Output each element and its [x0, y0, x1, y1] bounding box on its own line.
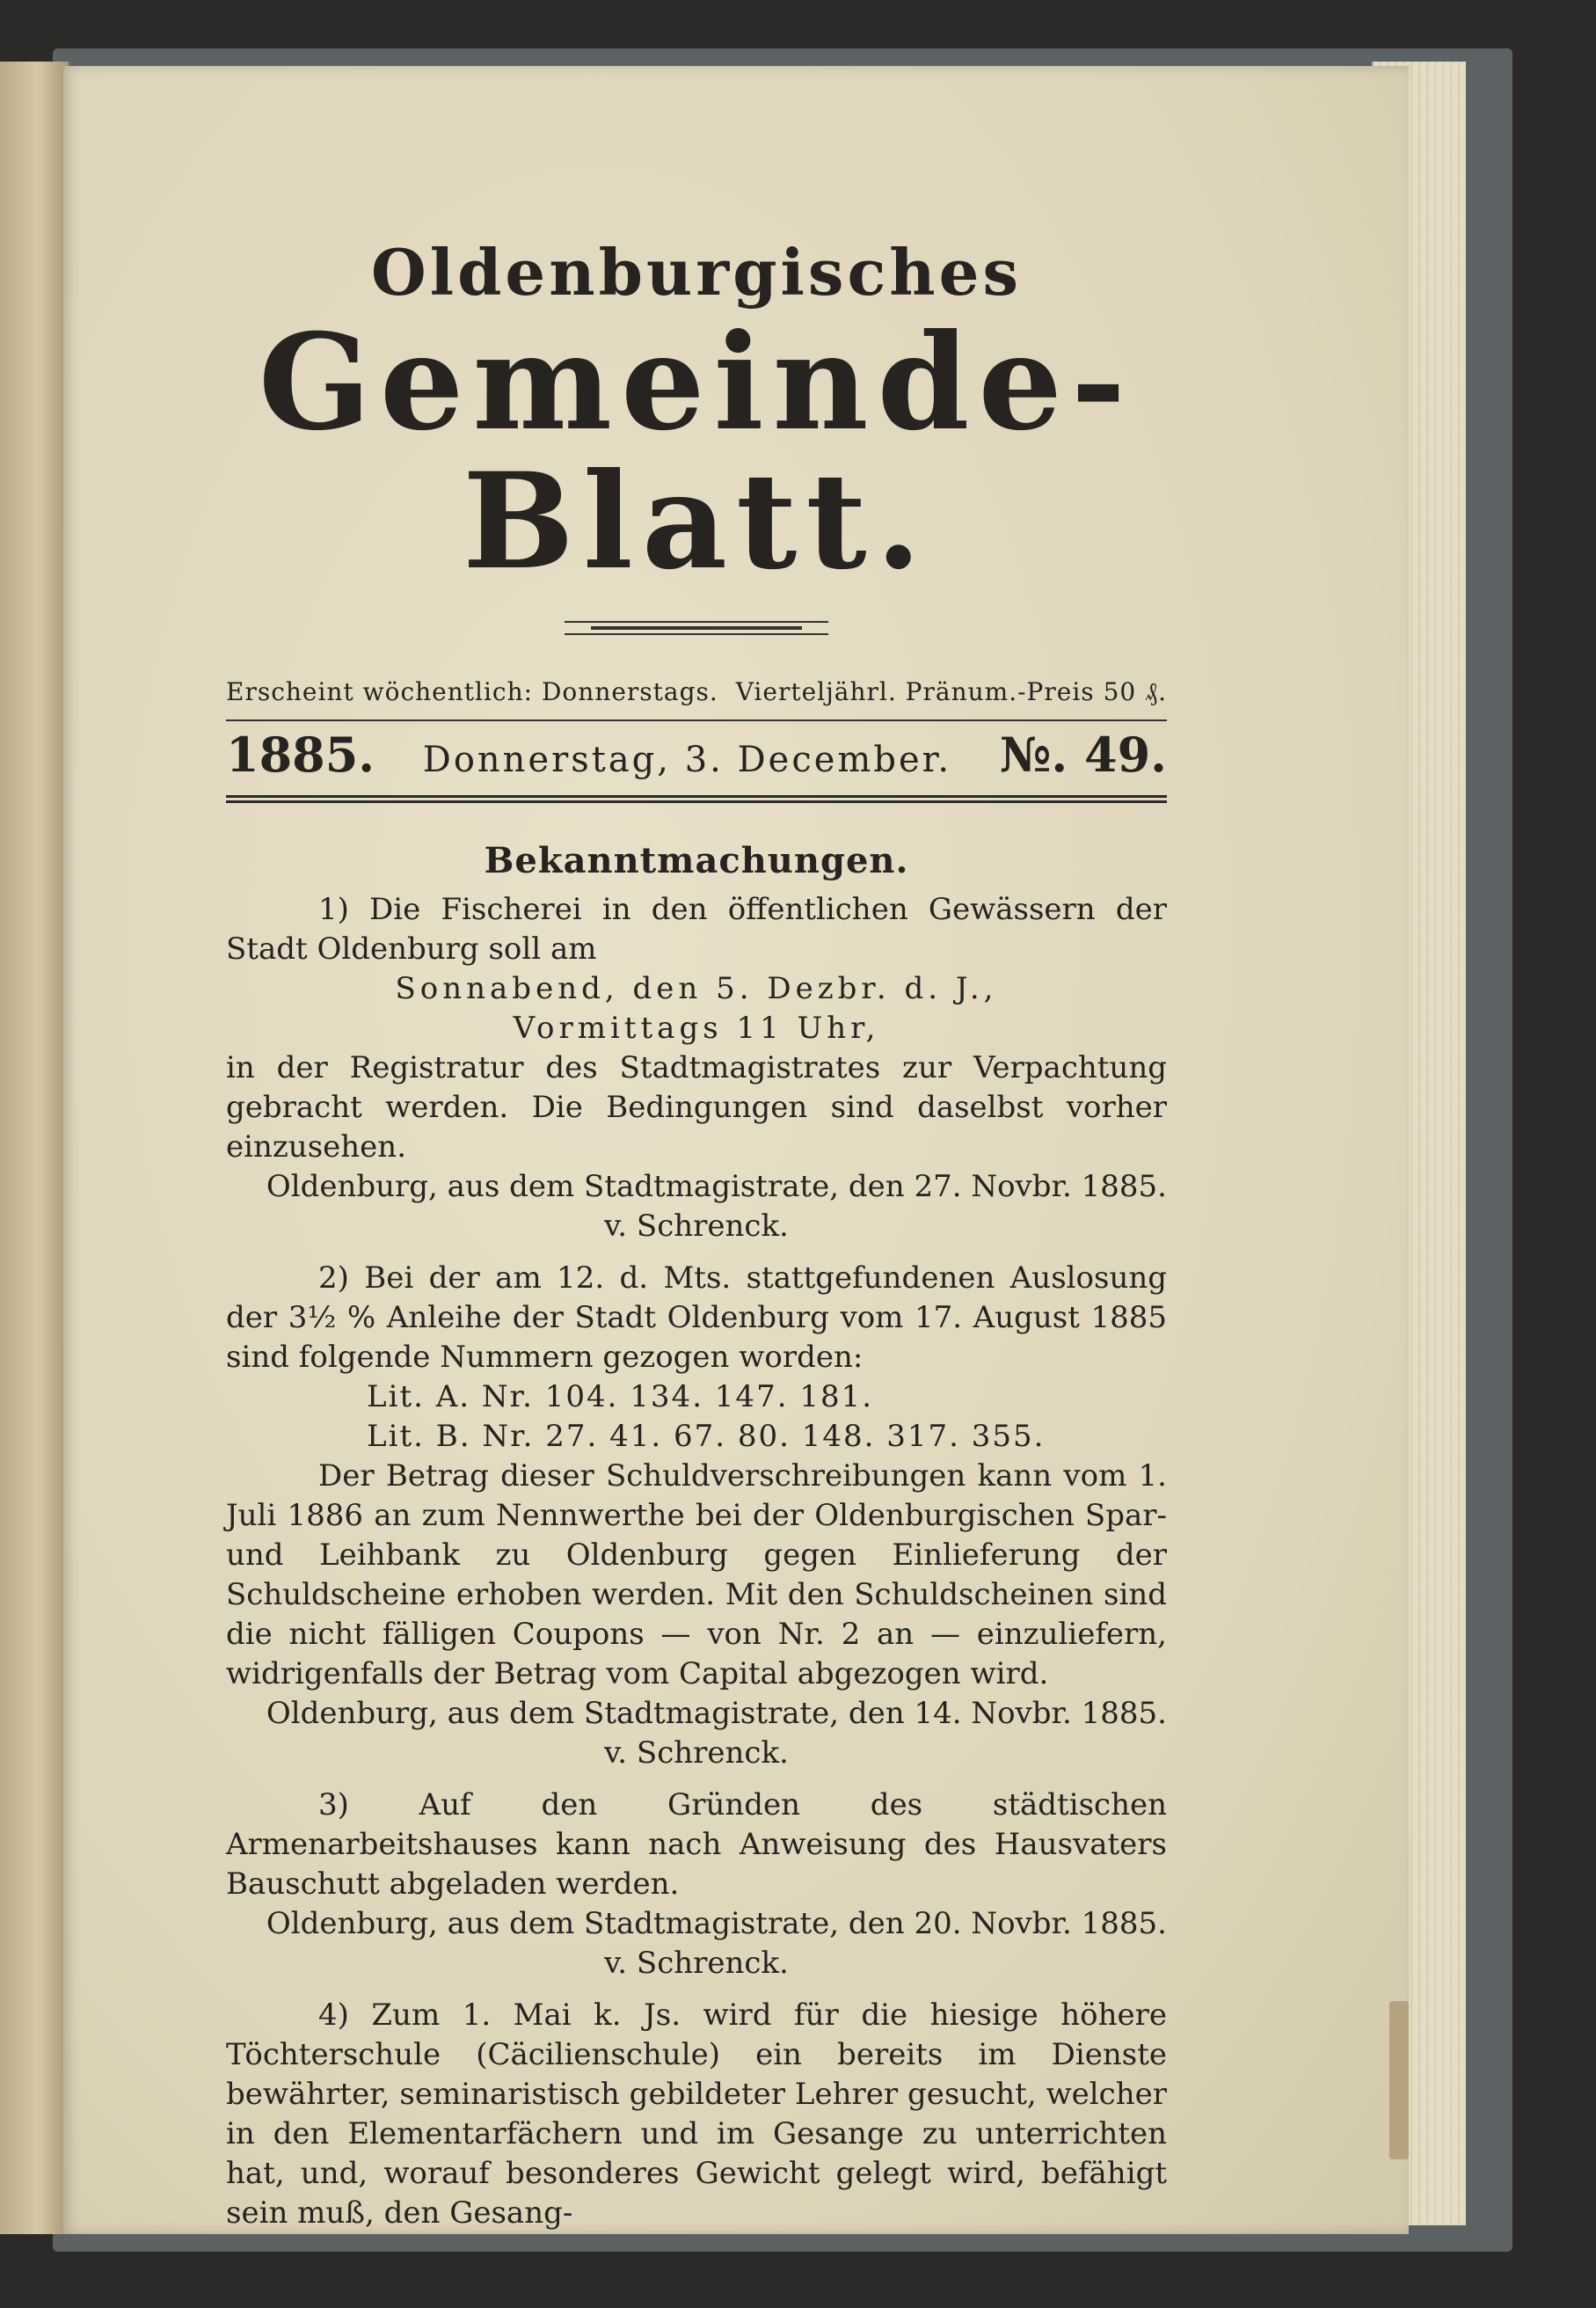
previous-page-edge	[0, 62, 71, 2234]
notice-3-signature: v. Schrenck.	[604, 1946, 789, 1982]
notice-3-place: Oldenburg, aus dem Stadtmagistrate, den 20. Novbr. 1885.	[266, 1906, 1167, 1942]
issue-year: 1885.	[226, 727, 375, 784]
notice-2-lit-b: Lit. B. Nr. 27. 41. 67. 80. 148. 317. 355.	[367, 1419, 1046, 1455]
notices	[226, 890, 1167, 2233]
page-content	[226, 237, 1167, 2233]
notice-2-body: Der Betrag dieser Schuldverschreibungen kann vom 1. Juli 1886 an zum Nennwerthe bei der Oldenburgischen Spar- und Leihbank zu Oldenburg gegen Einlieferung der Schuldscheine erhoben werden. Mit den Schuldscheinen sind die nicht fälligen Coupons — von Nr. 2 an — einzuliefern, widrigenfalls der Betrag vom Capital abgezogen wird.	[226, 1458, 1167, 1692]
notice-2-signature: v. Schrenck.	[604, 1735, 789, 1771]
notice-1-intro: 1) Die Fischerei in den öffentlichen Gewässern der Stadt Oldenburg soll am	[226, 892, 1167, 968]
subscription-price: Vierteljährl. Pränum.-Preis 50 ₰.	[735, 677, 1167, 707]
page-stain	[1389, 2001, 1409, 2159]
notice-2-lit-a: Lit. A. Nr. 104. 134. 147. 181.	[367, 1379, 874, 1415]
notice-2-place: Oldenburg, aus dem Stadtmagistrate, den 14. Novbr. 1885.	[266, 1696, 1167, 1732]
notice-2-intro: 2) Bei der am 12. d. Mts. stattgefundenen Auslosung der 3½ % Anleihe der Stadt Oldenburg vom 17. August 1885 sind folgende Nummern gezogen worden:	[226, 1260, 1167, 1376]
issue-dateline	[226, 727, 1167, 803]
notice-1-day: Sonnabend, den 5. Dezbr. d. J.,	[395, 971, 998, 1007]
notice-1-place: Oldenburg, aus dem Stadtmagistrate, den 27. Novbr. 1885.	[266, 1169, 1167, 1205]
masthead-subtitle: Oldenburgisches	[371, 235, 1022, 310]
masthead-ornament	[565, 617, 828, 635]
notice-1-time: Vormittags 11 Uhr,	[513, 1011, 880, 1047]
notice-4-body: 4) Zum 1. Mai k. Js. wird für die hiesige höhere Töchterschule (Cäcilienschule) ein bereits im Dienste bewährter, seminaristisch gebildeter Lehrer gesucht, welcher in den Elementarfächern und im Gesange zu unterrichten hat, und, worauf besonderes Gewicht gelegt wird, befähigt sein muß, den Gesang-	[226, 1998, 1167, 2231]
section-title: Bekanntmachungen.	[484, 840, 909, 882]
notice-1-body: in der Registratur des Stadtmagistrates zur Verpachtung gebracht werden. Die Bedingungen sind daselbst vorher einzusehen.	[226, 1050, 1167, 1165]
notice-3-body: 3) Auf den Gründen des städtischen Armenarbeitshauses kann nach Anweisung des Hausvaters Bauschutt abgeladen werden.	[226, 1787, 1167, 1903]
notice-1-signature: v. Schrenck.	[604, 1209, 789, 1245]
publication-info	[226, 677, 1167, 721]
masthead-title: Gemeinde-Blatt.	[258, 305, 1135, 599]
publication-schedule: Erscheint wöchentlich: Donnerstags.	[226, 677, 718, 707]
issue-date: Donnerstag, 3. December.	[422, 740, 952, 781]
issue-number: №. 49.	[999, 727, 1167, 784]
